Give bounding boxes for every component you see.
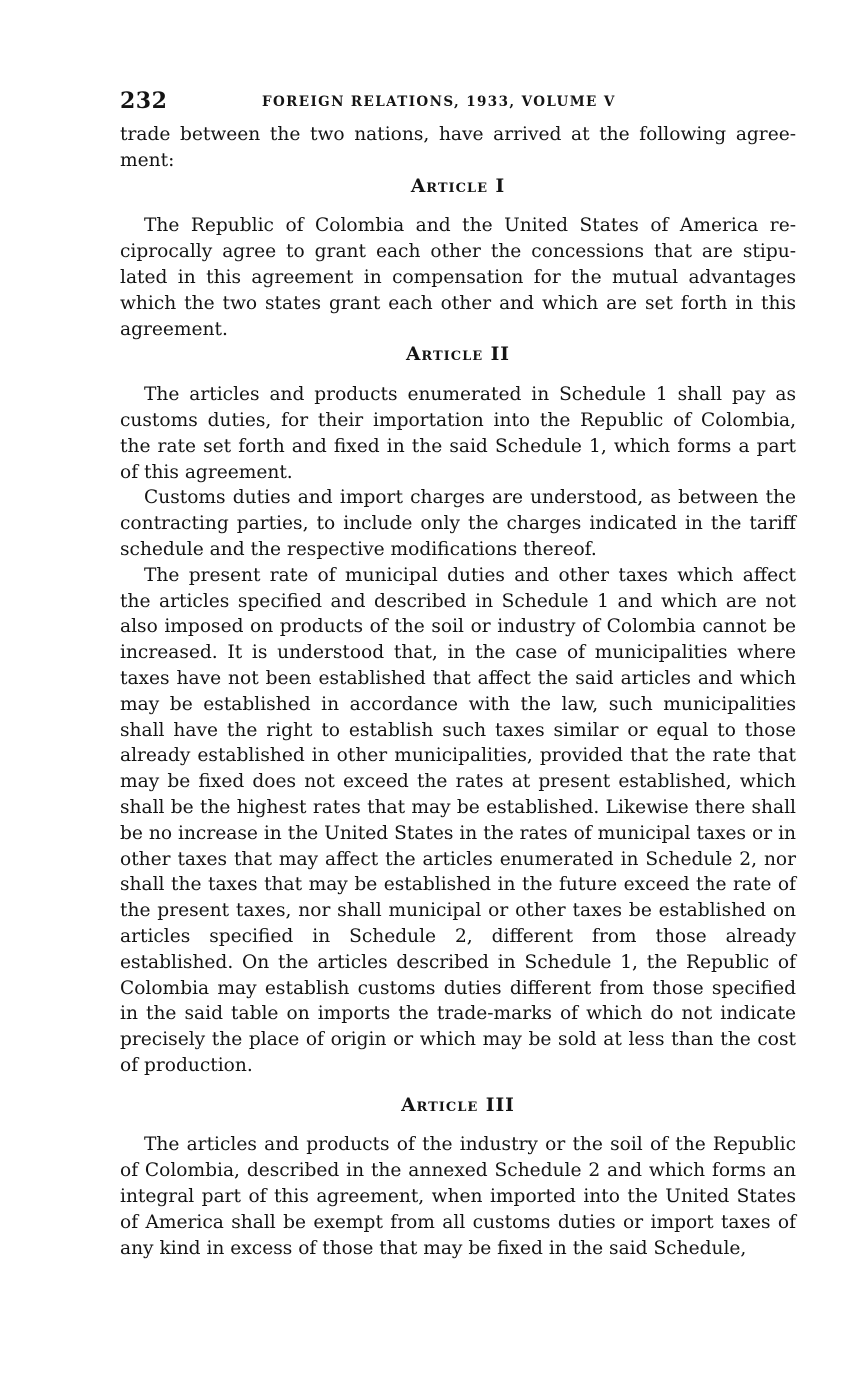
article-2-heading: Article II xyxy=(405,344,511,366)
page-number: 232 xyxy=(120,88,168,114)
article-1-heading: Article I xyxy=(410,175,506,197)
article-2-paragraph-1: The articles and products enumerated in Schedule 1 shall pay as customs duties, for their importation into the Republic of Colombia, the rate set forth and fixed in the said Schedule 1, which forms a part of this agreement. xyxy=(120,384,796,483)
article-3-heading: Article III xyxy=(401,1094,515,1116)
running-header xyxy=(120,88,796,118)
article-2-paragraph-2: Customs duties and import charges are understood, as between the contracting parties, to include only the charges indicated in the tariff schedule and the respective modifications thereof. xyxy=(120,487,796,560)
article-2-paragraph-3: The present rate of municipal duties and other taxes which affect the articles specified and described in Schedule 1 and which are not also imposed on products of the soil or industry of Colombia cannot be increased. It is understood that, in the case of municipalities where taxes have not been established that affect the said articles and which may be established in accordance with the law, such municipalities shall have the right to establish such taxes similar or equal to those already established in other municipalities, provided that the rate that may be fixed does not exceed the rates at present established, which shall be the highest rates that may be established. Likewise there shall be no increase in the United States in the rates of municipal taxes or in other taxes that may affect the articles enumerated in Schedule 2, nor shall the taxes that may be established in the future exceed the rate of the present taxes, nor shall municipal or other taxes be established on articles specified in Schedule 2, different from those already established. On the articles described in Schedule 1, the Republic of Colombia may establish customs duties different from those specified in the said table on imports the trade-marks of which do not indicate precisely the place of origin or which may be sold at less than the cost of production. xyxy=(120,564,796,1076)
running-header-title: FOREIGN RELATIONS, 1933, VOLUME V xyxy=(262,94,616,110)
intro-paragraph: trade between the two nations, have arrived at the following agreement: xyxy=(120,124,796,171)
article-3-paragraph-1: The articles and products of the industry or the soil of the Republic of Colombia, described in the annexed Schedule 2 and which forms an integral part of this agreement, when imported into the United States of America shall be exempt from all customs duties or import taxes of any kind in excess of those that may be fixed in the said Schedule, xyxy=(120,1134,796,1259)
document-page xyxy=(120,88,796,1261)
article-1-paragraph-1: The Republic of Colombia and the United States of America reciprocally agree to grant each other the concessions that are stipulated in this agreement in compensation for the mutual advantages which the two states grant each other and which are set forth in this agreement. xyxy=(120,215,796,340)
